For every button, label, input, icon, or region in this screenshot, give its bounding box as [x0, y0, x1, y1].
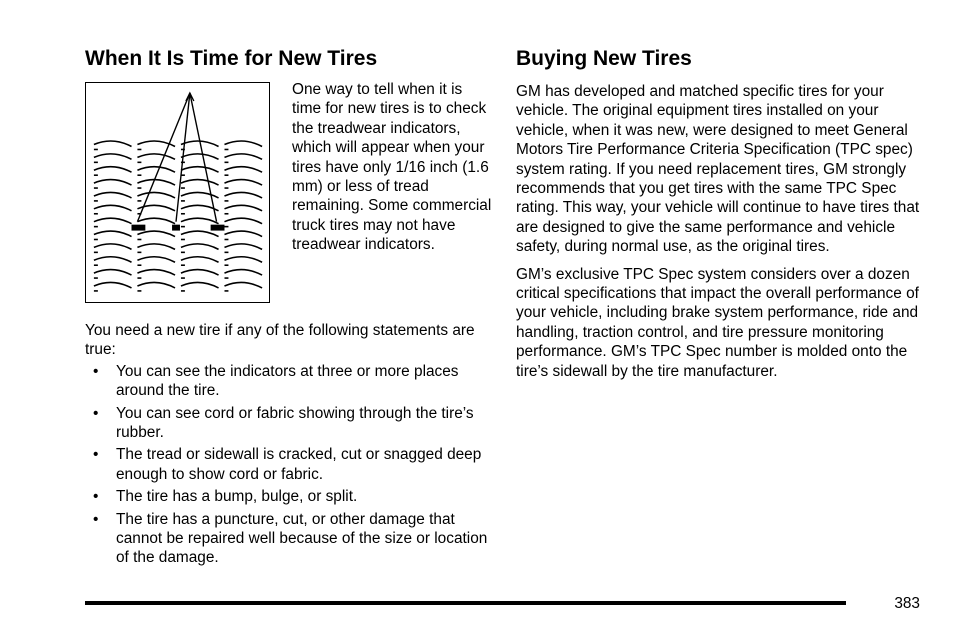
tread-groove — [224, 180, 262, 185]
list-item: • You can see cord or fabric showing through the tire’s rubber. — [93, 404, 474, 442]
tread-groove — [181, 244, 219, 249]
new-tire-conditions-list — [85, 362, 489, 568]
tread-groove — [94, 270, 132, 275]
pointer-arrow — [176, 93, 190, 222]
tread-groove — [94, 244, 132, 249]
list-item: • The tire has a puncture, cut, or other damage that cannot be repaired well because of the size or location of the damage. — [93, 510, 488, 567]
tread-groove — [181, 167, 219, 172]
tread-groove — [137, 231, 175, 236]
tread-groove — [181, 270, 219, 275]
tread-groove — [224, 192, 262, 197]
right-column — [516, 46, 920, 381]
tread-groove — [181, 154, 219, 159]
tread-groove — [224, 270, 262, 275]
tread-groove — [224, 231, 262, 236]
treadwear-indicator-bar — [132, 225, 146, 231]
treadwear-indicator-bar — [211, 225, 225, 231]
treadwear-indicator-bar — [172, 225, 180, 231]
section-heading-buying-tires: Buying New Tires — [516, 47, 692, 70]
tread-groove — [137, 282, 175, 287]
new-tire-lead-text: You need a new tire if any of the following statements are true: — [85, 322, 475, 359]
tread-groove — [94, 218, 132, 223]
tread-groove — [137, 218, 175, 223]
tread-groove — [224, 257, 262, 262]
page-number: 383 — [894, 595, 920, 612]
tread-groove — [137, 192, 175, 197]
tread-groove — [94, 167, 132, 172]
tread-groove — [94, 180, 132, 185]
tread-groove — [224, 282, 262, 287]
tread-groove — [94, 282, 132, 287]
treadwear-intro-text: One way to tell when it is time for new tires is to check the treadwear indicators, which will appear when your tires have only 1/16 inch (1.6 mm) or less of tread remaining. Some commercial truck tires may not have treadwear indicators. — [292, 81, 492, 254]
tpc-spec-paragraph: GM’s exclusive TPC Spec system considers over a dozen critical specifications that impact the overall performance of your vehicle, including brake system performance, ride and handling, traction control, and tire pressure monitoring performance. GM’s TPC Spec number is molded onto the tire’s sidewall by the tire manufacturer. — [516, 265, 919, 380]
list-item: • You can see the indicators at three or more places around the tire. — [93, 362, 459, 400]
tread-groove — [181, 257, 219, 262]
tread-groove — [137, 154, 175, 159]
tread-groove — [181, 218, 219, 223]
tread-groove — [224, 167, 262, 172]
section-heading-new-tires: When It Is Time for New Tires — [85, 47, 378, 70]
footer-rule — [85, 601, 846, 605]
tread-groove — [224, 141, 262, 146]
list-item: • The tire has a bump, bulge, or split. — [93, 488, 358, 506]
tread-groove — [94, 192, 132, 197]
tread-groove — [137, 257, 175, 262]
treadwear-indicator-illustration — [85, 82, 270, 303]
tread-groove — [94, 154, 132, 159]
intro-block — [85, 80, 492, 306]
tread-groove — [181, 180, 219, 185]
tread-groove — [137, 180, 175, 185]
tread-groove — [224, 154, 262, 159]
tread-groove — [224, 205, 262, 210]
tread-groove — [137, 244, 175, 249]
buying-paragraph: GM has developed and matched specific tires for your vehicle. The original equipment tires installed on your vehicle, when it was new, were designed to meet General Motors Tire Performance Criteria Specification (TPC spec) system rating. If you need replacement tires, GM strongly recommends that you get tires with the same TPC Spec rating. This way, your vehicle will continue to have tires that are designed to give the same performance and vehicle safety, during normal use, as the original tires. — [516, 83, 920, 256]
list-item: • The tread or sidewall is cracked, cut or snagged deep enough to show cord or fabric. — [93, 446, 482, 483]
tread-groove — [181, 282, 219, 287]
tread-groove — [224, 244, 262, 249]
tire-tread-diagram — [86, 83, 269, 302]
tread-groove — [94, 141, 132, 146]
tread-groove — [94, 205, 132, 210]
tread-groove — [181, 231, 219, 236]
left-column — [85, 46, 492, 571]
tread-groove — [224, 218, 262, 223]
tread-groove — [94, 231, 132, 236]
tread-groove — [181, 192, 219, 197]
tread-groove — [137, 167, 175, 172]
tread-groove — [94, 257, 132, 262]
tread-groove — [137, 270, 175, 275]
